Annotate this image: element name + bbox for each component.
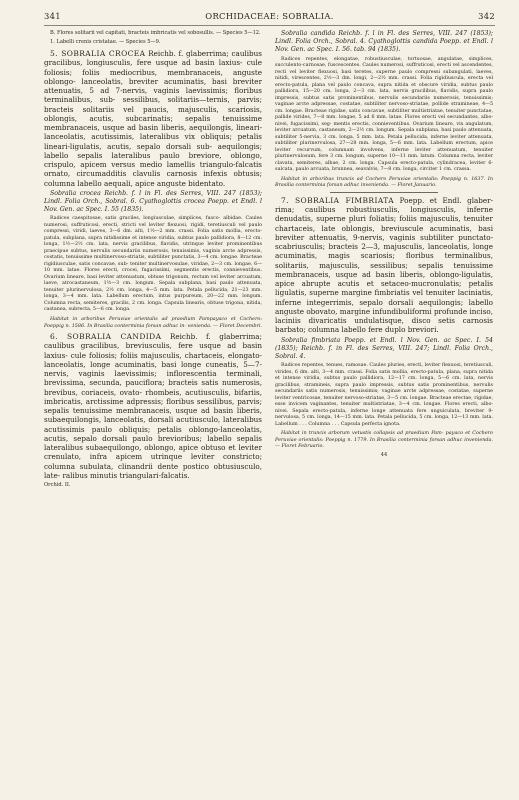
species-7-references: Sobralia fimbriata Poepp. et Endl. l Nov. Gen. ac Spec. I. 54 (1835); Reichb. f. in Fl. des Serres, VIII. 247; Lindl. Folia Orch., Sobral. 4. [275, 336, 493, 360]
species-6-references: Sobralia candida Reichb. f. l in Fl. des Serres, VIII. 247 (1853); Lindl. Folia Orch., Sobral. 4. Cyathoglottis candida Poepp. et Endl. l Nov. Gen. ac Spec. I. 56. tab. 94 (1835). [275, 30, 493, 54]
key-paragraph-b: B. Flores solitarii vel capitati, bracteis imbricatis vel sobosullis. — Species 5—12. [50, 30, 261, 36]
running-head-title: ORCHIDACEAE: SOBRALIA. [205, 11, 334, 21]
running-header [44, 11, 495, 25]
species-5-title: 5. SOBRALIA CROCEA [50, 49, 146, 59]
species-5-habitat: Habitat in arboribus Peruviae orientalis ad praedium Pampayaco et Cochero: Poeppig n. 1586. In Brasilia conterminia forsan adhuc in- venienda. — Floret Decembri. [44, 315, 262, 329]
species-5-details: Radices caespitosae, satis graciles, longiusculae, simplices, fusco- albidae. Caules numerosi, suffruticosi, erecti, stricti vel leviter flexuosi, rigidi, teretiusculi vel paulo compressi, viridi, laeves, 3—6 dm. alti, 1½—2 mm. crassi. Folia satis mollia, erecto-patula, subplana, supra nitidissime et intense viridia, subtus paulo pallidiora, 8—12 cm. longa, 1½—2½ cm. lata, nervis gracilibus, flavidis, utrinque leviter prominentibus praecipue subtus, nervulis secundariis numerosis, tenuissimis, vaginis arcte adpressis, costatis, tenuissime multinervoso-striatis, subtiliter punctatis, 3—4 cm. longae. Bracteae rigidiusculae, satis concavae, sub- teniter multinervosulae, viridae, 2—3 cm. longae, 6—10 mm. latae. Flores erecti, crocei, fugacissimi, segmentis erectis, connieventibus. Ovarium lineare, basi leviter attenuatum, obtuse trigonum, rectum vel leviter arcuatum, laeve, atrocastaneum, 1½—3 cm. longum. Sepala subplana, basi paulo attenuata, tenuiter plurinervulosa, 2½ cm. longa, 4—5 mm. lata. Petala pellucida, 21—23 mm. longa, 3—4 mm. lata. Labellum erectum, intus purpureum, 20—22 mm. longum. Columna recta, semiteres, gracilis, 2 cm. longa. Capsula linearis, obtuse trigona, nitida, castanea, subrecta, 5—6 cm. longa. [44, 216, 262, 313]
species-7-author: Poepp. et Endl. [399, 195, 462, 205]
species-7-title: 7. SOBRALIA FIMBRIATA [281, 195, 395, 205]
left-column [44, 30, 262, 770]
species-6-diagnosis [44, 332, 262, 480]
page-number-left: 341 [44, 11, 61, 21]
species-5-author: Reichb. f. [148, 49, 184, 59]
species-6-description: glaberrima; caulibus gracilibus, breviusculis, fere usque ad basin laxius- cule foliosis; foliis majusculis, chartaceis, elongato-lanceolatis, longe acuminatis, basi longe cuneatis, 5—7-nervis, vaginis laevissimis; inflorescentia terminali, brevissima, secunda, pauciflora; bracteis satis numerosis, brevibus, coriaceis, ovato- rhombeis, acutiusculis, bifariis, imbricatis, arctissime adpressis; floribus sessilibus, parvis; sepalis tenuissime membranaceis, usque ad basin liberis, subaequilongis, lanceolatis, dorsali acutiusculo, lateralibus acutissimis paulo obliquis; petalis oblongo-lanceolatis, acutis, sepalo dorsali paulo brevioribus; labello sepalis lateralibus subaequilongo, oblongo, apice obtuso et leviter crenulato, infra apicem utrinque leviter constricto; columna subulata, clinandrii dente postico obtusiusculo, late- ralibus minutis triangulari-falcatis. [44, 332, 262, 480]
species-5-description: glaberrima; caulibus gracilibus, longiusculis, fere usque ad basin laxius- cule foliosis; foliis mediocribus, membranaceis, anguste oblongo- lanceolatis, breviter acuminatis, basi breviter attenuatis, 5 ad 7-nervis, vaginis laevissimis; floribus terminalibus, sub- sessilibus, solitariis—ternis, parvis; bracteis solitariis vel paucis, majusculis, scariosis, oblongis, acutis, subcarinatis; sepalis tenuissime membranaceis, usque ad basin liberis, aequilongis, lineari-lanceolatis, acutissimis, lateralibus vix obliquis; petalis lineari-ligulatis, acutis, sepalo dorsali sub- aequilongis; labello sepalis lateralibus paulo breviore, oblongo, crispulo, apicem versus medio lamellis triangulo-falcatis ornato, circumadditis clavulis carnosis infexis obtusis; columna labello aequali, apice anguste bidentato. [44, 49, 262, 188]
species-7-diagnosis [275, 196, 493, 335]
page-number-right: 342 [478, 11, 495, 21]
signature-number: 44 [380, 451, 388, 458]
species-7-description: glaber- rima; caulibus robustiusculis, longiusculis, inferne denudatis, superne pluri foliatis; foliis majusculis, tenuiter chartaceis, late oblongis, breviuscule acuminatis, basi breviter attenuatis, 9-nervis, vaginis subtiliter punctato-scabriusculis; bracteis 2—3, majusculis, lanceolatis, longe acuminatis, magis scariosis; floribus terminalibus, solitariis, majusculis, sessilibus; sepalis tenuissime membranaceis, usque ad basin liberis, oblongo-ligulatis, apice abrupte acutis et setaceo-mucronulatis; petalis ligulatis, superne margine fimbriatis vel tenuiter laciniatis, inferne integerrimis, sepalo dorsali aequilongis; labello anguste obovato, margine infundibuliformi profunde inciso, laciniis divaricatis undulatisque, disco setis carnosis barbato; columna labello fere duplo breviori. [275, 195, 493, 335]
species-6-title: 6. SOBRALIA CANDIDA [50, 332, 162, 342]
header-rule [44, 25, 495, 26]
species-5-diagnosis [44, 49, 262, 188]
species-5-references: Sobralia crocea Reichb. f. l in Fl. des Serres, VIII. 247 (1853); Lindl. Folia Orch., Sobral. 6. Cyathoglottis crocea Poepp. et Endl. l Nov. Gen. ac Spec. I. 55 (1835). [44, 189, 262, 214]
section-separator [330, 192, 438, 193]
species-6-details: Radices repentes, elongatae, robustiusculae, tortuosae, angulatae, simplices, succulento-carnosae, fuscescentes. Caules numerosi, suffruticosi, erecti vel ascendentes, recti vel leviter flexuosi, basi teretes, superne paulo compressi subangulati, laeves, nitidi, virescentes, 2½—3 dm. longi, 2—2½ mm. crassi. Folia rigidiuscula, erecta vel erecto-patula, plana vel paulo concava, supra nitida et obscure viridia, subtus paulo pallidiora, 15—20 cm. longa, 2—3 cm. lata, nervis gracilibus, flavidis, supra paulo impressis, subtus satis prominentibus, nervulis secundariis numerosis, tenuissimis; vaginae arcte adpressae, costatae, subtiliter nervoso-striatae, pollide stramineae, 4—5 cm. longae. Bracteae rigidae, satis concavae, subtiliter multistriatae, tenuiter punctatae, pallide virides, 7—8 mm. longae, 5 ad 6 mm. latae. Flores erecti vel secundantes, albo-nivei, fugacissimi, seg- mentis erectis, connieventibus. Ovarium lineare, vix angulatum, leviter arcuatum, castaneum, 2—2½ cm. longum. Sepala subplana, basi paulo attenuata, subtiliter 5-nervia, 3 cm. longa, 5 mm. lata. Petala pellucida, inferne leviter attenuata, subtiliter plurinervulosa, 27—28 mm. longa, 5—6 mm. lata. Labellum erectum, apice leviter recurvum, columnam involvens, inferne leviter attenuatum, tenuiter plurinervulosum, fere 3 cm. longum, superne 10—11 mm. latum. Columna recta, leviter clavata, semiteres, albae, 2 cm. longa. Capsula erecto-patula, cylindracea, leviter 6-sulcata, paulo arcuata, brunnea, seavalvis, 7—8 cm. longa, circiter 1 cm. crassa. [275, 56, 493, 173]
species-6-habitat: Habitat in arboribus truncis ad Cochero Peruviae orientalis: Poeppig n. 1637. In Brasilia conterminia forsan adhuc invenienda. — Floret Januario. [275, 175, 493, 189]
right-column [275, 30, 493, 770]
species-7-details: Radices repentes, tenues, ramosae. Caules pluries, erecti, leviter flexuosi, teretiusculi, virides, 6 dm. alti, 3—4 mm. crassi. Folia satis mollia, erecto-patula, plana, supra nitida et intense viridia, subtus paulo pallidiora, 12—17 cm. longa, 5—6 cm. lata, nervis gracilibus, stramineis, supra paulo impressis, subtus satis prominentibus, nervulis secundariis satis numerosis, tenuissimis; vaginae arcte adpressae, costatae, superne leviter ventricosae, tenuiter nervoso-striatae, 3—5 cm. longae. Bracteae erectae, rigidae, esse invicem vaginantes, tenuiter multistriatae, 3—4 cm. longae. Flores erecti, albo-nivei. Sepala erecto-patula, inferne longe attenuata fere unguiculata, breviter 9-nervulosa, 5 cm. longa, 14—15 mm. lata. Petala pellucida, 5 cm. longa, 12—13 mm. lata. Labellum . . . Columna . . . Capsula perfecta ignota. [275, 363, 493, 427]
species-7-habitat: Habitat in truncis arborum vetustis collapsis ad praedium Pam- payaco et Cochero Peruviae orientalis: Poeppig n. 1779. In Brasilia conterminia forsan adhuc invenienda. — Floret Februario. [275, 430, 493, 450]
key-paragraph-1: 1. Labelli crenis cristatae. — Species 5—9. [50, 39, 161, 46]
signature-mark: Orchid. II. [44, 482, 71, 489]
species-6-author: Reichb. f. [169, 332, 211, 342]
